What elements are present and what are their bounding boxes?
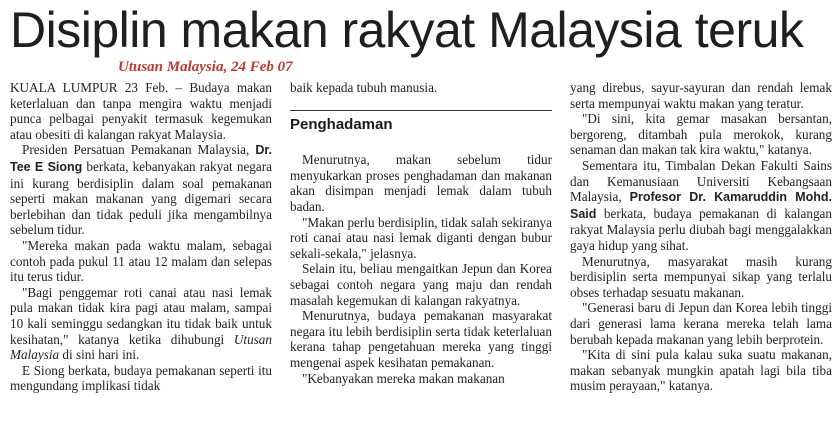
person-name: Profesor Dr. Kamaruddin Mohd. Said (570, 190, 833, 221)
paragraph: Selain itu, beliau mengaitkan Jepun dan Korea sebagai contoh negara yang maju dan rendah masalah kegemukan di kalangan rakyatnya. (290, 261, 552, 308)
dateline: KUALA LUMPUR 23 Feb. (10, 80, 169, 95)
paragraph: baik kepada tubuh manusia. (290, 80, 438, 95)
paragraph (570, 158, 832, 254)
column-2 (290, 80, 552, 386)
paragraph-text: – Budaya makan keterlaluan dan tanpa mengira waktu menjadi punca pelbagai penyakit termasuk kegemukan atau obesiti di kalangan rakyat Malaysia. (10, 80, 272, 142)
person-name: Dr. Tee E Siong (10, 143, 272, 174)
column-1 (10, 80, 272, 394)
paragraph-text: di sini hari ini. (59, 347, 140, 363)
paragraph-text: Sementara itu, Timbalan Dekan Fakulti Sains dan Kemanusiaan Universiti Kebangsaan Malaysia, (570, 157, 832, 205)
paragraph: yang direbus, sayur-sayuran dan rendah lemak serta mempunyai waktu makan yang teratur. (570, 80, 832, 111)
paragraph: Menurutnya, budaya pemakanan masyarakat negara itu lebih berdisiplin serta tidak keterlaluan kerana tahap pengetahuan mereka yang tinggi mengenai aspek kesihatan pemakanan. (290, 308, 552, 370)
paragraph: "Mereka makan pada waktu malam, sebagai contoh pada pukul 11 atau 12 malam dan selepas itu terus tidur. (10, 237, 272, 285)
newspaper-name: Utusan Malaysia (10, 331, 272, 363)
paragraph (10, 80, 272, 142)
paragraph-text: Presiden Persatuan Pemakanan Malaysia, (22, 142, 256, 158)
section-subheading: Penghadaman (290, 110, 552, 133)
paragraph: Menurutnya, masyarakat masih kurang berdisiplin serta mempunyai sikap yang terlalu obses terhadap sesuatu makanan. (570, 253, 832, 300)
column-3 (570, 80, 832, 394)
article-source: Utusan Malaysia, 24 Feb 07 (118, 59, 293, 75)
paragraph-text: berkata, budaya pemakanan di kalangan rakyat Malaysia perlu diubah bagi menggalakkan gaya hidup yang sihat. (570, 205, 832, 253)
paragraph-text: berkata, kebanyakan rakyat negara ini kurang berdisiplin dalam soal pemakanan seperti makan makanan yang digemari secara berlebihan dan tidak peduli jika mengambilnya sebelum tidur. (10, 158, 272, 238)
paragraph-text: "Bagi penggemar roti canai atau nasi lemak pula makan tidak kira pagi atau malam, sampai 10 kali seminggu sedangkan itu tidak baik untuk kesihatan," katanya ketika dihubungi (10, 284, 272, 347)
paragraph: E Siong berkata, budaya pemakanan seperti itu mengundang implikasi tidak (10, 362, 272, 394)
paragraph: "Di sini, kita gemar masakan bersantan, bergoreng, ditambah pula merokok, kurang senaman dan makan tak kira waktu," katanya. (570, 111, 832, 158)
paragraph: "Makan perlu berdisiplin, tidak salah sekiranya roti canai atau nasi lemak diganti dengan bubur sekali-sekala," jelasnya. (290, 214, 552, 261)
paragraph: "Generasi baru di Jepun dan Korea lebih tinggi dari generasi lama kerana mereka telah lama berubah kepada makanan yang lebih berprotein. (570, 300, 832, 347)
paragraph: "Kita di sini pula kalau suka suatu makanan, makan sebanyak mungkin apatah lagi bila tiba musim perayaan," katanya. (570, 347, 832, 394)
paragraph: "Kebanyakan mereka makan makanan (302, 370, 505, 386)
paragraph (10, 285, 272, 363)
paragraph: Menurutnya, makan sebelum tidur menyukarkan proses penghadaman dan makanan akan disimpan menjadi lemak dalam tubuh badan. (290, 152, 552, 214)
article-headline: Disiplin makan rakyat Malaysia teruk (10, 2, 804, 58)
paragraph (10, 142, 272, 238)
